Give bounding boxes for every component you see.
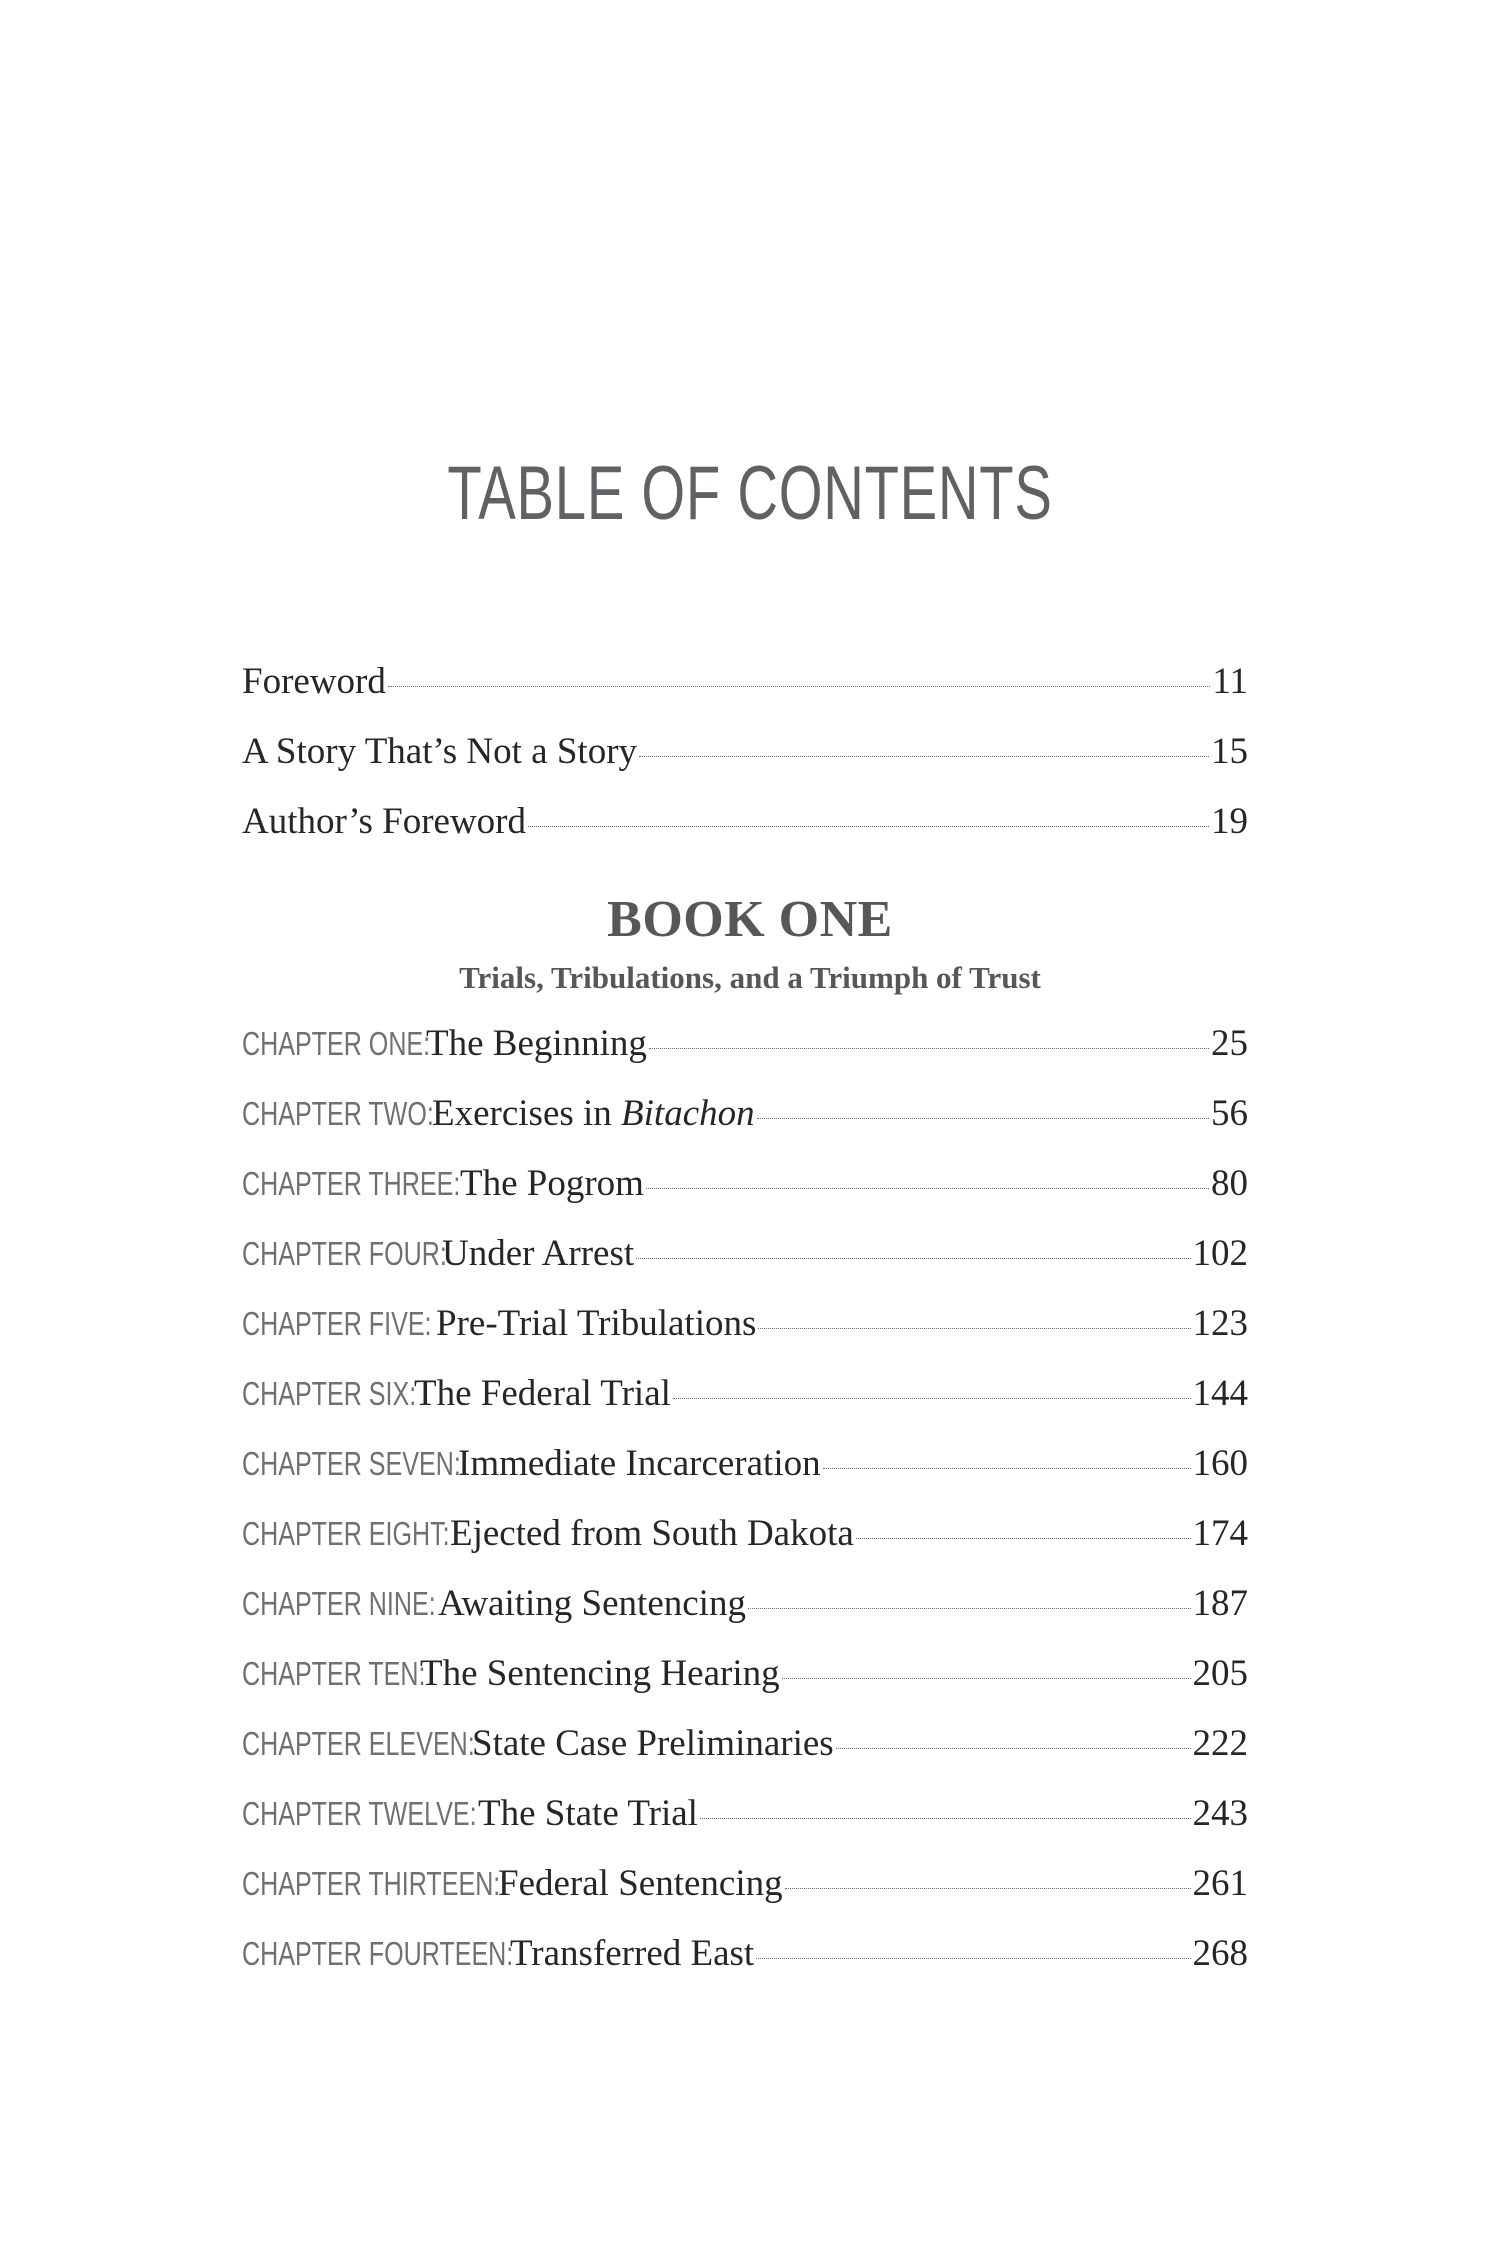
- chapter-label: CHAPTER FIVE:: [242, 1305, 432, 1342]
- chapter-title: The Beginning: [426, 1023, 647, 1064]
- chapter-title: Ejected from South Dakota: [450, 1513, 854, 1554]
- chapter-label: CHAPTER EIGHT:: [242, 1515, 450, 1552]
- dot-leader: [758, 1328, 1190, 1329]
- chapter-title: The Pogrom: [460, 1163, 644, 1204]
- entry-page-number: 80: [1211, 1163, 1248, 1204]
- chapter-label: CHAPTER SIX:: [242, 1375, 417, 1412]
- toc-entry-chapter-9[interactable]: [242, 1582, 1248, 1642]
- dot-leader: [823, 1468, 1191, 1469]
- chapter-title: The Sentencing Hearing: [420, 1653, 780, 1694]
- page-title: TABLE OF CONTENTS: [447, 451, 1053, 536]
- toc-entry-foreword[interactable]: [242, 660, 1248, 720]
- entry-page-number: 56: [1211, 1093, 1248, 1134]
- toc-entry-chapter-10[interactable]: [242, 1652, 1248, 1712]
- entry-title: Author’s Foreword: [242, 801, 526, 842]
- entry-page-number: 102: [1192, 1233, 1248, 1274]
- dot-leader: [785, 1888, 1191, 1889]
- chapter-label: CHAPTER TWELVE:: [242, 1795, 477, 1832]
- toc-entry-chapter-1[interactable]: [242, 1022, 1248, 1082]
- chapter-title: The Federal Trial: [414, 1373, 671, 1414]
- dot-leader: [782, 1678, 1191, 1679]
- chapter-title: Awaiting Sentencing: [438, 1583, 746, 1624]
- entry-page-number: 174: [1192, 1513, 1248, 1554]
- entry-page-number: 222: [1192, 1723, 1248, 1764]
- chapter-label: CHAPTER THIRTEEN:: [242, 1865, 501, 1902]
- toc-entry-authors-foreword[interactable]: [242, 800, 1248, 860]
- entry-title: Foreword: [242, 661, 386, 702]
- entry-page-number: 268: [1192, 1933, 1248, 1974]
- chapter-label: CHAPTER THREE:: [242, 1165, 461, 1202]
- entry-page-number: 25: [1211, 1023, 1248, 1064]
- toc-entry-chapter-14[interactable]: [242, 1932, 1248, 1992]
- dot-leader: [748, 1608, 1191, 1609]
- dot-leader: [756, 1958, 1190, 1959]
- chapter-title: Exercises in Bitachon: [432, 1093, 755, 1134]
- dot-leader: [757, 1118, 1209, 1119]
- chapter-title: Immediate Incarceration: [458, 1443, 821, 1484]
- entry-page-number: 11: [1212, 661, 1248, 702]
- chapter-title: Transferred East: [510, 1933, 755, 1974]
- entry-page-number: 261: [1192, 1863, 1248, 1904]
- dot-leader: [639, 756, 1209, 757]
- chapter-label: CHAPTER TEN:: [242, 1655, 426, 1692]
- toc-entry-story[interactable]: [242, 730, 1248, 790]
- entry-page-number: 243: [1192, 1793, 1248, 1834]
- toc-entry-chapter-8[interactable]: [242, 1512, 1248, 1572]
- dot-leader: [528, 826, 1209, 827]
- dot-leader: [836, 1748, 1191, 1749]
- dot-leader: [649, 1048, 1209, 1049]
- entry-title: A Story That’s Not a Story: [242, 731, 638, 772]
- entry-page-number: 144: [1192, 1373, 1248, 1414]
- chapter-label: CHAPTER FOUR:: [242, 1235, 447, 1272]
- toc-entry-chapter-5[interactable]: [242, 1302, 1248, 1362]
- dot-leader: [388, 686, 1210, 687]
- chapter-title: The State Trial: [478, 1793, 698, 1834]
- toc-entry-chapter-13[interactable]: [242, 1862, 1248, 1922]
- entry-page-number: 19: [1211, 801, 1248, 842]
- entry-page-number: 15: [1211, 731, 1248, 772]
- chapter-label: CHAPTER ELEVEN:: [242, 1725, 475, 1762]
- dot-leader: [646, 1188, 1209, 1189]
- dot-leader: [673, 1398, 1191, 1399]
- book-subtitle: Trials, Tribulations, and a Triumph of Trust: [459, 960, 1041, 995]
- chapter-title: Pre-Trial Tribulations: [436, 1303, 757, 1344]
- chapter-label: CHAPTER TWO:: [242, 1095, 434, 1132]
- entry-page-number: 123: [1192, 1303, 1248, 1344]
- chapter-label: CHAPTER FOURTEEN:: [242, 1935, 514, 1972]
- dot-leader: [636, 1258, 1190, 1259]
- chapter-label: CHAPTER SEVEN:: [242, 1445, 461, 1482]
- chapter-label: CHAPTER ONE:: [242, 1025, 431, 1062]
- toc-entry-chapter-6[interactable]: [242, 1372, 1248, 1432]
- toc-entry-chapter-7[interactable]: [242, 1442, 1248, 1502]
- toc-entry-chapter-3[interactable]: [242, 1162, 1248, 1222]
- toc-entry-chapter-12[interactable]: [242, 1792, 1248, 1852]
- entry-page-number: 205: [1192, 1653, 1248, 1694]
- chapter-title: Federal Sentencing: [498, 1863, 783, 1904]
- book-heading: BOOK ONE: [607, 891, 893, 948]
- toc-entry-chapter-4[interactable]: [242, 1232, 1248, 1292]
- chapter-label: CHAPTER NINE:: [242, 1585, 436, 1622]
- chapter-title: Under Arrest: [442, 1233, 635, 1274]
- chapter-title: State Case Preliminaries: [472, 1723, 834, 1764]
- entry-page-number: 187: [1192, 1583, 1248, 1624]
- dot-leader: [700, 1818, 1191, 1819]
- toc-entry-chapter-11[interactable]: [242, 1722, 1248, 1782]
- entry-page-number: 160: [1192, 1443, 1248, 1484]
- toc-entry-chapter-2[interactable]: [242, 1092, 1248, 1152]
- dot-leader: [856, 1538, 1191, 1539]
